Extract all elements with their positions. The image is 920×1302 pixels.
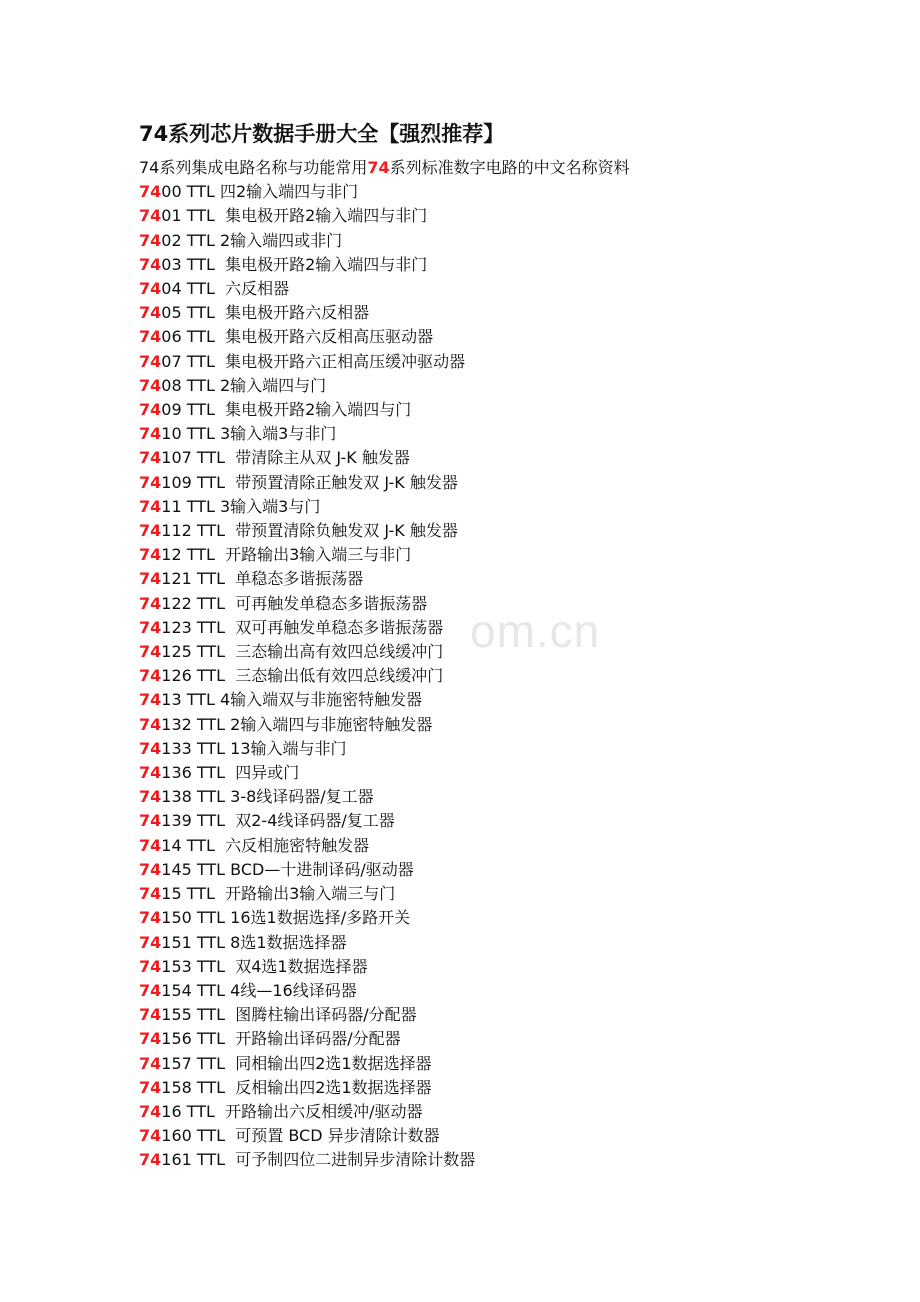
list-item bbox=[139, 446, 880, 470]
chip-description: 155 TTL 图腾柱输出译码器/分配器 bbox=[161, 1005, 417, 1025]
list-item bbox=[139, 785, 880, 809]
intro-highlight: 74 bbox=[367, 158, 390, 177]
chip-description: 136 TTL 四异或门 bbox=[161, 763, 300, 783]
chip-description: 107 TTL 带清除主从双 J-K 触发器 bbox=[161, 448, 410, 468]
list-item bbox=[139, 229, 880, 253]
chip-description: 126 TTL 三态输出低有效四总线缓冲门 bbox=[161, 666, 444, 686]
series-prefix: 74 bbox=[139, 980, 162, 1000]
chip-description: 112 TTL 带预置清除负触发双 J-K 触发器 bbox=[161, 521, 458, 541]
series-prefix: 74 bbox=[139, 859, 162, 879]
series-prefix: 74 bbox=[139, 884, 162, 904]
series-prefix: 74 bbox=[139, 254, 162, 274]
watermark-text: om.cn bbox=[470, 605, 601, 657]
series-prefix: 74 bbox=[139, 351, 162, 371]
chip-description: 161 TTL 可予制四位二进制异步清除计数器 bbox=[161, 1150, 476, 1170]
series-prefix: 74 bbox=[139, 1053, 162, 1073]
list-item bbox=[139, 616, 880, 640]
list-item bbox=[139, 519, 880, 543]
series-prefix: 74 bbox=[139, 811, 162, 831]
list-item bbox=[139, 761, 880, 785]
list-item bbox=[139, 664, 880, 688]
list-item bbox=[139, 1076, 880, 1100]
series-prefix: 74 bbox=[139, 424, 162, 444]
list-item bbox=[139, 180, 880, 204]
chip-description: 151 TTL 8选1数据选择器 bbox=[161, 932, 347, 952]
chip-description: 07 TTL 集电极开路六正相高压缓冲驱动器 bbox=[161, 351, 466, 371]
series-prefix: 74 bbox=[139, 182, 162, 202]
chip-description: 138 TTL 3-8线译码器/复工器 bbox=[161, 787, 374, 807]
list-item bbox=[139, 1052, 880, 1076]
chip-description: 160 TTL 可预置 BCD 异步清除计数器 bbox=[161, 1126, 440, 1146]
chip-description: 156 TTL 开路输出译码器/分配器 bbox=[161, 1029, 401, 1049]
series-prefix: 74 bbox=[139, 303, 162, 323]
list-item bbox=[139, 1148, 880, 1172]
list-item bbox=[139, 1100, 880, 1124]
chip-description: 133 TTL 13输入端与非门 bbox=[161, 738, 347, 758]
list-item bbox=[139, 325, 880, 349]
chip-description: 10 TTL 3输入端3与非门 bbox=[161, 424, 337, 444]
series-prefix: 74 bbox=[139, 1005, 162, 1025]
list-item bbox=[139, 495, 880, 519]
chip-description: 02 TTL 2输入端四或非门 bbox=[161, 230, 343, 250]
chip-description: 157 TTL 同相输出四2选1数据选择器 bbox=[161, 1053, 432, 1073]
list-item bbox=[139, 253, 880, 277]
list-item bbox=[139, 906, 880, 930]
chip-description: 06 TTL 集电极开路六反相高压驱动器 bbox=[161, 327, 434, 347]
document-page bbox=[139, 118, 880, 1173]
chip-description: 132 TTL 2输入端四与非施密特触发器 bbox=[161, 714, 433, 734]
series-prefix: 74 bbox=[139, 279, 162, 299]
list-item bbox=[139, 882, 880, 906]
list-item bbox=[139, 834, 880, 858]
chip-description: 121 TTL 单稳态多谐振荡器 bbox=[161, 569, 364, 589]
series-prefix: 74 bbox=[139, 1126, 162, 1146]
list-item bbox=[139, 301, 880, 325]
series-prefix: 74 bbox=[139, 1150, 162, 1170]
list-item bbox=[139, 858, 880, 882]
series-prefix: 74 bbox=[139, 908, 162, 928]
chip-description: 154 TTL 4线—16线译码器 bbox=[161, 980, 357, 1000]
series-prefix: 74 bbox=[139, 569, 162, 589]
intro-text-before: 74系列集成电路名称与功能常用 bbox=[139, 158, 368, 177]
chip-description: 150 TTL 16选1数据选择/多路开关 bbox=[161, 908, 411, 928]
chip-list bbox=[139, 180, 880, 1172]
list-item bbox=[139, 1003, 880, 1027]
chip-description: 01 TTL 集电极开路2输入端四与非门 bbox=[161, 206, 428, 226]
list-item bbox=[139, 1027, 880, 1051]
series-prefix: 74 bbox=[139, 496, 162, 516]
list-item bbox=[139, 1124, 880, 1148]
series-prefix: 74 bbox=[139, 738, 162, 758]
list-item bbox=[139, 204, 880, 228]
series-prefix: 74 bbox=[139, 472, 162, 492]
chip-description: 14 TTL 六反相施密特触发器 bbox=[161, 835, 370, 855]
list-item bbox=[139, 567, 880, 591]
series-prefix: 74 bbox=[139, 230, 162, 250]
series-prefix: 74 bbox=[139, 932, 162, 952]
chip-description: 11 TTL 3输入端3与门 bbox=[161, 496, 321, 516]
list-item bbox=[139, 979, 880, 1003]
document-title: 74系列芯片数据手册大全【强烈推荐】 bbox=[139, 122, 505, 146]
series-prefix: 74 bbox=[139, 835, 162, 855]
list-item bbox=[139, 931, 880, 955]
chip-description: 08 TTL 2输入端四与门 bbox=[161, 375, 327, 395]
chip-description: 05 TTL 集电极开路六反相器 bbox=[161, 303, 370, 323]
chip-description: 13 TTL 4输入端双与非施密特触发器 bbox=[161, 690, 423, 710]
chip-description: 09 TTL 集电极开路2输入端四与门 bbox=[161, 400, 412, 420]
series-prefix: 74 bbox=[139, 666, 162, 686]
series-prefix: 74 bbox=[139, 956, 162, 976]
chip-description: 122 TTL 可再触发单稳态多谐振荡器 bbox=[161, 593, 428, 613]
chip-description: 153 TTL 双4选1数据选择器 bbox=[161, 956, 368, 976]
series-prefix: 74 bbox=[139, 690, 162, 710]
series-prefix: 74 bbox=[139, 206, 162, 226]
chip-description: 145 TTL BCD—十进制译码/驱动器 bbox=[161, 859, 414, 879]
chip-description: 123 TTL 双可再触发单稳态多谐振荡器 bbox=[161, 617, 444, 637]
list-item bbox=[139, 543, 880, 567]
series-prefix: 74 bbox=[139, 787, 162, 807]
series-prefix: 74 bbox=[139, 714, 162, 734]
chip-description: 04 TTL 六反相器 bbox=[161, 279, 290, 299]
chip-description: 125 TTL 三态输出高有效四总线缓冲门 bbox=[161, 642, 444, 662]
series-prefix: 74 bbox=[139, 1101, 162, 1121]
series-prefix: 74 bbox=[139, 617, 162, 637]
series-prefix: 74 bbox=[139, 521, 162, 541]
chip-description: 16 TTL 开路输出六反相缓冲/驱动器 bbox=[161, 1101, 423, 1121]
list-item bbox=[139, 640, 880, 664]
series-prefix: 74 bbox=[139, 545, 162, 565]
series-prefix: 74 bbox=[139, 763, 162, 783]
chip-description: 03 TTL 集电极开路2输入端四与非门 bbox=[161, 254, 428, 274]
list-item bbox=[139, 737, 880, 761]
chip-description: 158 TTL 反相输出四2选1数据选择器 bbox=[161, 1077, 432, 1097]
chip-description: 139 TTL 双2-4线译码器/复工器 bbox=[161, 811, 395, 831]
list-item bbox=[139, 422, 880, 446]
list-item bbox=[139, 809, 880, 833]
document-intro bbox=[139, 156, 880, 180]
series-prefix: 74 bbox=[139, 327, 162, 347]
list-item bbox=[139, 592, 880, 616]
list-item bbox=[139, 688, 880, 712]
chip-description: 109 TTL 带预置清除正触发双 J-K 触发器 bbox=[161, 472, 458, 492]
list-item bbox=[139, 955, 880, 979]
series-prefix: 74 bbox=[139, 375, 162, 395]
list-item bbox=[139, 471, 880, 495]
list-item bbox=[139, 277, 880, 301]
list-item bbox=[139, 350, 880, 374]
list-item bbox=[139, 374, 880, 398]
intro-text-after: 系列标准数字电路的中文名称资料 bbox=[389, 158, 630, 177]
list-item bbox=[139, 713, 880, 737]
chip-description: 12 TTL 开路输出3输入端三与非门 bbox=[161, 545, 412, 565]
series-prefix: 74 bbox=[139, 1077, 162, 1097]
chip-description: 00 TTL 四2输入端四与非门 bbox=[161, 182, 359, 202]
series-prefix: 74 bbox=[139, 400, 162, 420]
series-prefix: 74 bbox=[139, 593, 162, 613]
series-prefix: 74 bbox=[139, 448, 162, 468]
series-prefix: 74 bbox=[139, 1029, 162, 1049]
list-item bbox=[139, 398, 880, 422]
chip-description: 15 TTL 开路输出3输入端三与门 bbox=[161, 884, 396, 904]
series-prefix: 74 bbox=[139, 642, 162, 662]
